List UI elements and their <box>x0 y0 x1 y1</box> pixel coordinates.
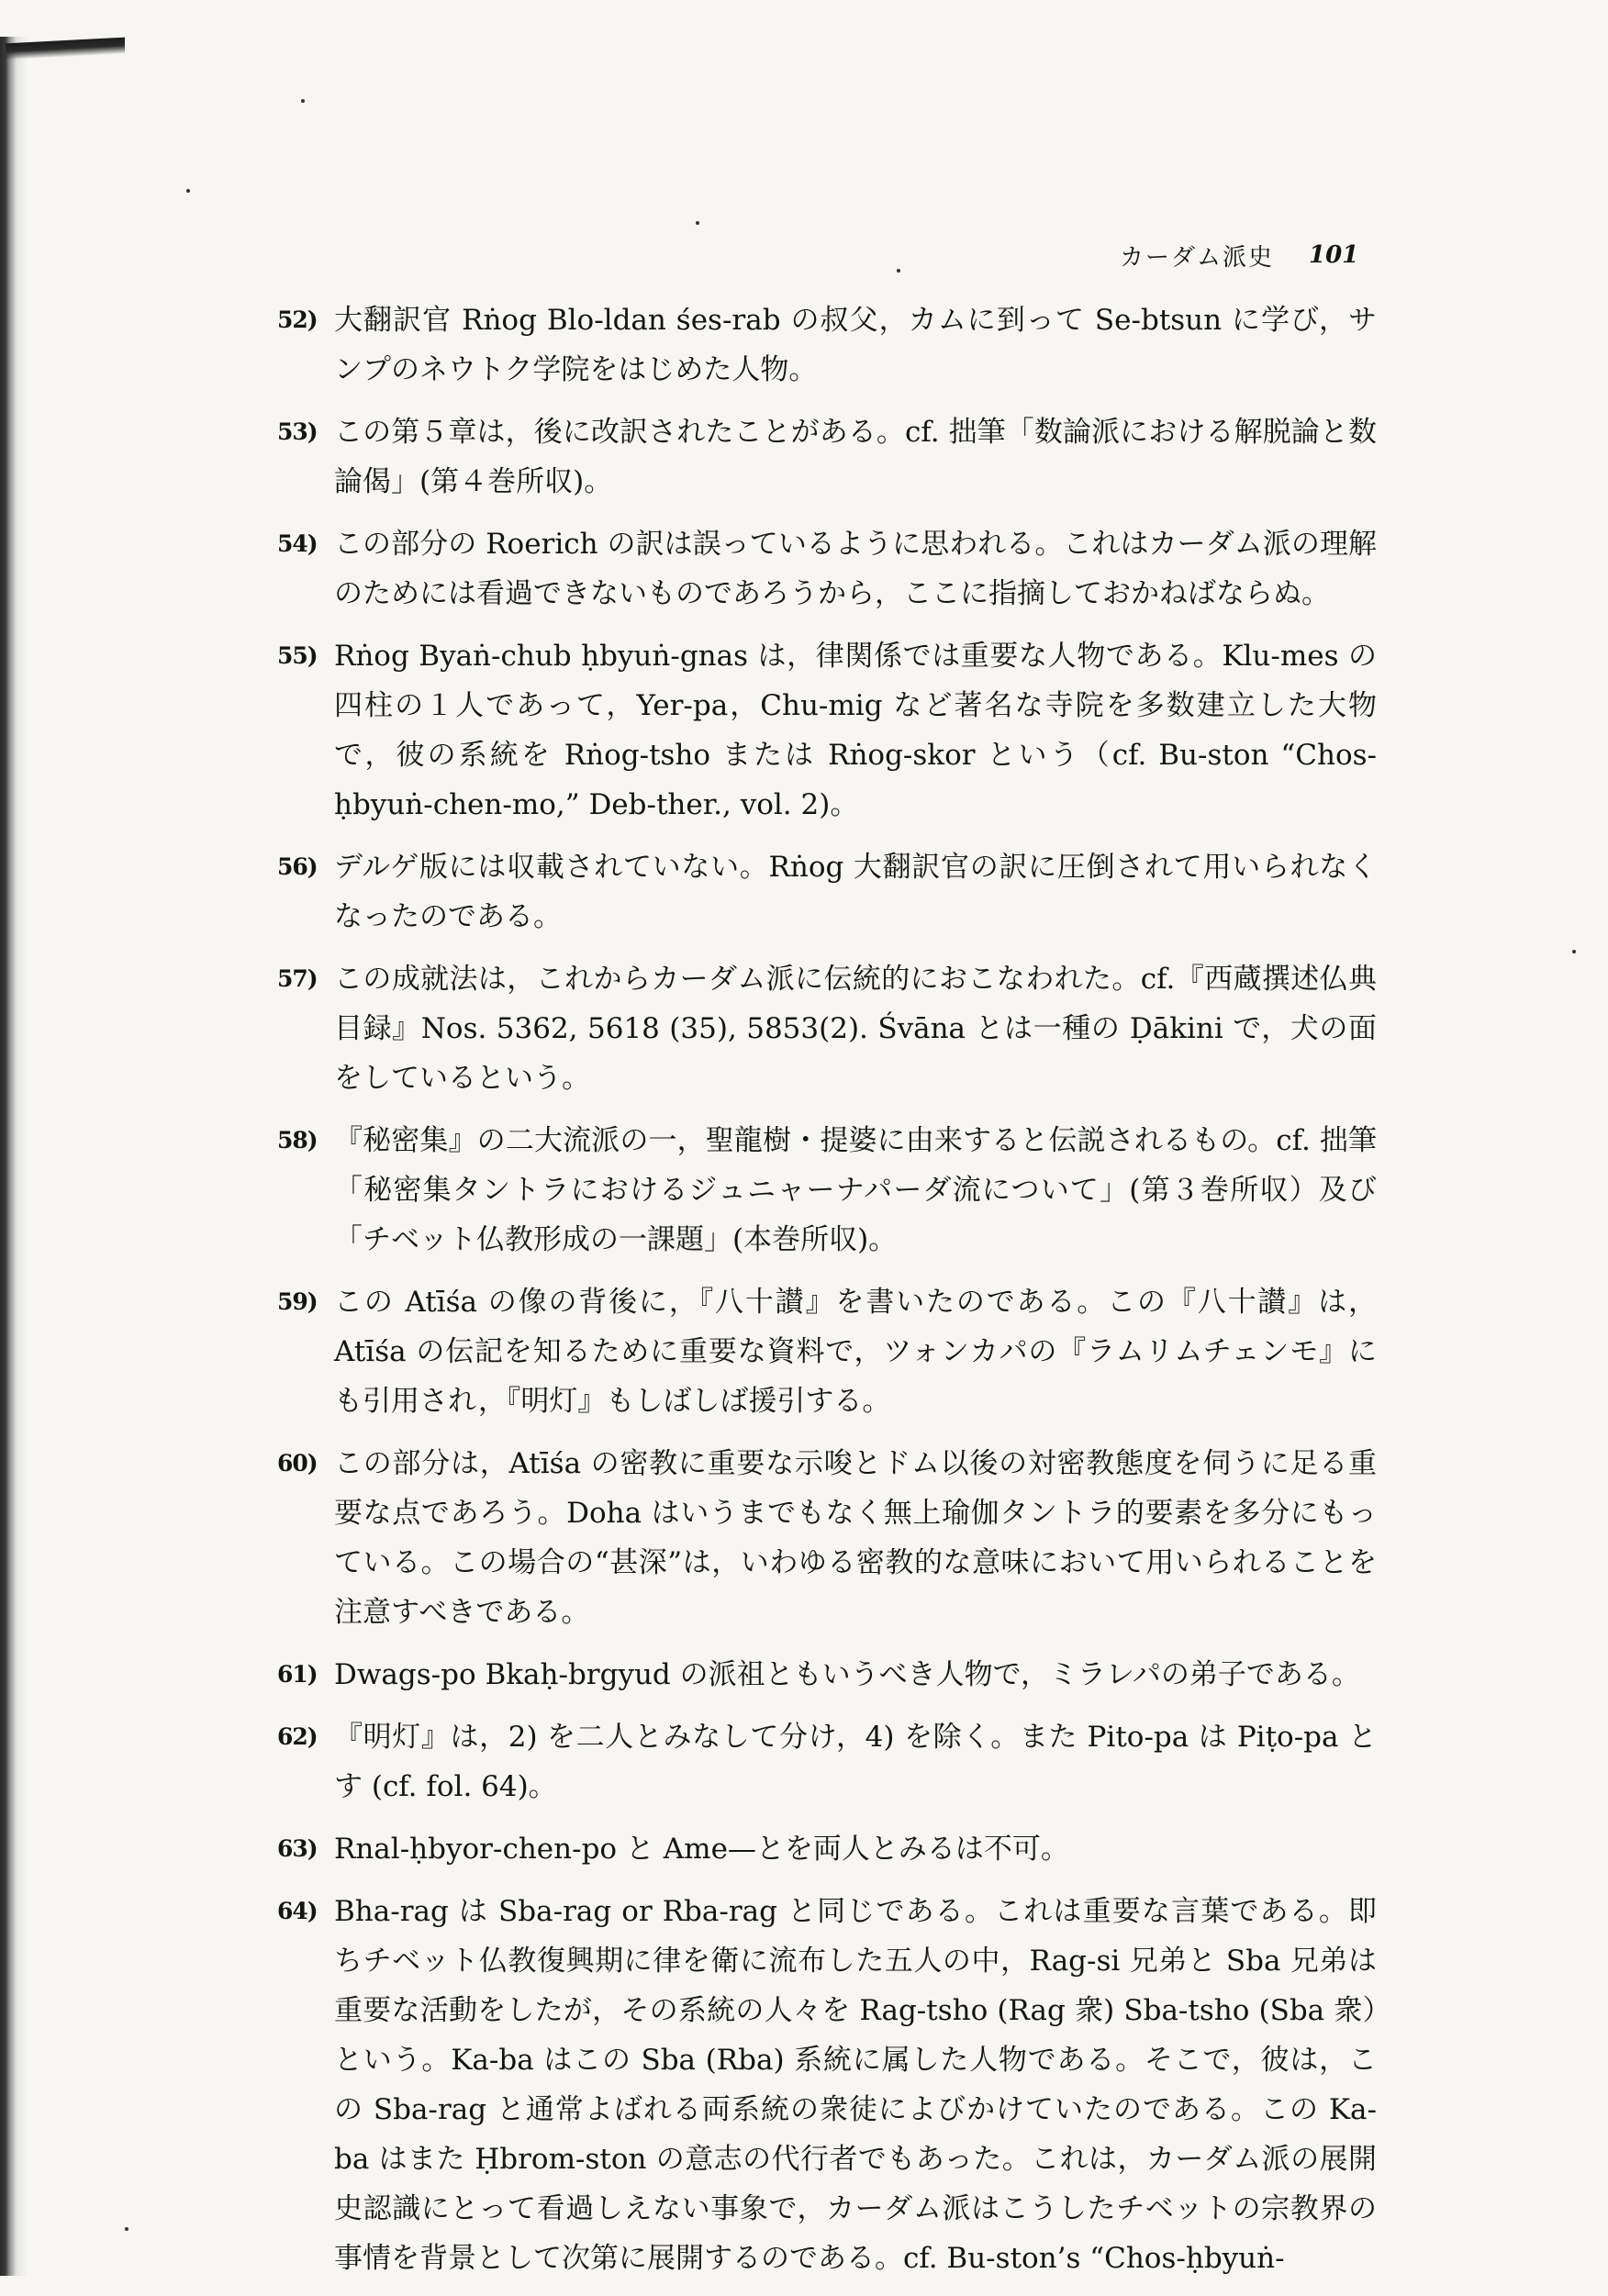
endnote-number: 52) <box>277 307 318 333</box>
endnote-text: この成就法は，これからカーダム派に伝統的におこなわれた。cf.『西蔵撰述仏典目録』Nos. 5362, 5618 (35), 5853(2). Śvāna とは一種の Ḍākini で，犬の面をしているという。 <box>334 963 1377 1095</box>
endnote-text: Dwags-po Bkaḥ-brgyud の派祖ともいうべき人物で，ミラレパの弟子である。 <box>334 1658 1360 1691</box>
endnote-number: 58) <box>277 1127 318 1154</box>
endnote <box>275 1824 1377 1874</box>
endnote-text: 『秘密集』の二大流派の一，聖龍樹・提婆に由来すると伝説されるもの。cf. 拙筆「秘密集タントラにおけるジュニャーナパーダ流について」(第３巻所収）及び「チベット仏教形成の一課題」(本巻所収)。 <box>334 1124 1377 1256</box>
endnote-text: この第５章は，後に改訳されたことがある。cf. 拙筆「数論派における解脱論と数論偈」(第４巻所収)。 <box>334 416 1377 498</box>
endnote <box>275 295 1377 395</box>
endnote <box>275 1277 1377 1426</box>
running-header <box>1120 237 1395 273</box>
endnote <box>275 1712 1377 1811</box>
endnote-number: 64) <box>277 1898 318 1924</box>
endnote <box>275 1439 1377 1637</box>
scan-speck <box>125 2227 128 2231</box>
endnote-text: 大翻訳官 Rṅog Blo-ldan śes-rab の叔父，カムに到って Se-btsun に学び，サンプのネウトク学院をはじめた人物。 <box>334 304 1377 386</box>
endnote-text: デルゲ版には収載されていない。Rṅog 大翻訳官の訳に圧倒されて用いられなくなったのである。 <box>334 851 1377 933</box>
endnote-text: Rṅog Byaṅ-chub ḥbyuṅ-gnas は，律関係では重要な人物である。Klu-mes の四柱の１人であって，Yer-pa，Chu-mig など著名な寺院を多数建立した大物で，彼の系統を Rṅog-tsho または Rṅog-skor という（cf. Bu-ston “Chos-ḥbyuṅ-chen-mo,” Deb-ther., vol. 2)。 <box>334 640 1377 821</box>
endnote-text: この Atīśa の像の背後に，『八十讃』を書いたのである。この『八十讃』は，Atīśa の伝記を知るために重要な資料で，ツォンカパの『ラムリムチェンモ』にも引用され，『明灯』もしばしば援引する。 <box>334 1286 1377 1418</box>
endnote-number: 59) <box>277 1288 318 1315</box>
endnote-number: 62) <box>277 1723 318 1750</box>
endnote-number: 63) <box>277 1835 318 1862</box>
scan-speck <box>897 269 900 273</box>
endnote <box>275 1650 1377 1700</box>
endnote <box>275 519 1377 619</box>
endnote <box>275 842 1377 942</box>
endnote-number: 57) <box>277 965 318 992</box>
endnote-number: 61) <box>277 1661 318 1688</box>
scan-speck <box>1572 950 1576 953</box>
scan-speck <box>696 221 699 225</box>
endnotes-list <box>275 295 1377 2296</box>
endnote-number: 56) <box>277 853 318 880</box>
book-spine-shadow <box>0 37 28 2276</box>
endnote-number: 55) <box>277 642 318 669</box>
endnote-number: 53) <box>277 418 318 445</box>
endnote-text: この部分は，Atīśa の密教に重要な示唆とドム以後の対密教態度を伺うに足る重要な点であろう。Doha はいうまでもなく無上瑜伽タントラ的要素を多分にもっている。この場合の“甚深”は，いわゆる密教的な意味において用いられることを注意すべきである。 <box>334 1447 1377 1629</box>
endnote <box>275 407 1377 507</box>
scan-speck <box>301 99 305 103</box>
endnote-text: この部分の Roerich の訳は誤っているように思われる。これはカーダム派の理解のためには看過できないものであろうから，ここに指摘しておかねばならぬ。 <box>334 528 1377 610</box>
endnote-text: 『明灯』は，2) を二人とみなして分け，4) を除く。また Pito-pa は Piṭo-pa とす (cf. fol. 64)。 <box>334 1721 1377 1803</box>
endnote <box>275 1116 1377 1265</box>
endnote-text: Rnal-ḥbyor-chen-po と Ame—とを両人とみるは不可。 <box>334 1833 1069 1866</box>
endnote-number: 60) <box>277 1450 318 1477</box>
endnote <box>275 631 1377 830</box>
endnote <box>275 1887 1377 2283</box>
running-title: カーダム派史 <box>1120 243 1275 272</box>
endnote-text: Bha-rag は Sba-rag or Rba-rag と同じである。これは重要な言葉である。即ちチベット仏教復興期に律を衛に流布した五人の中，Rag-si 兄弟と Sba 兄弟は重要な活動をしたが，その系統の人々を Rag-tsho (Rag 衆) Sba-tsho (Sba 衆）という。Ka-ba はこの Sba (Rba) 系統に属した人物である。そこで，彼は，この Sba-rag と通常よばれる両系統の衆徒によびかけていたのである。この Ka-ba はまた Ḥbrom-ston の意志の代行者でもあった。これは，カーダム派の展開史認識にとって看過しえない事象で，カーダム派はこうしたチベットの宗教界の事情を背景として次第に展開するのである。cf. Bu-ston’s “Chos-ḥbyuṅ- <box>334 1895 1377 2275</box>
scan-speck <box>186 189 190 193</box>
page-number: 101 <box>1309 241 1359 269</box>
endnote-number: 54) <box>277 530 318 557</box>
endnote <box>275 954 1377 1103</box>
